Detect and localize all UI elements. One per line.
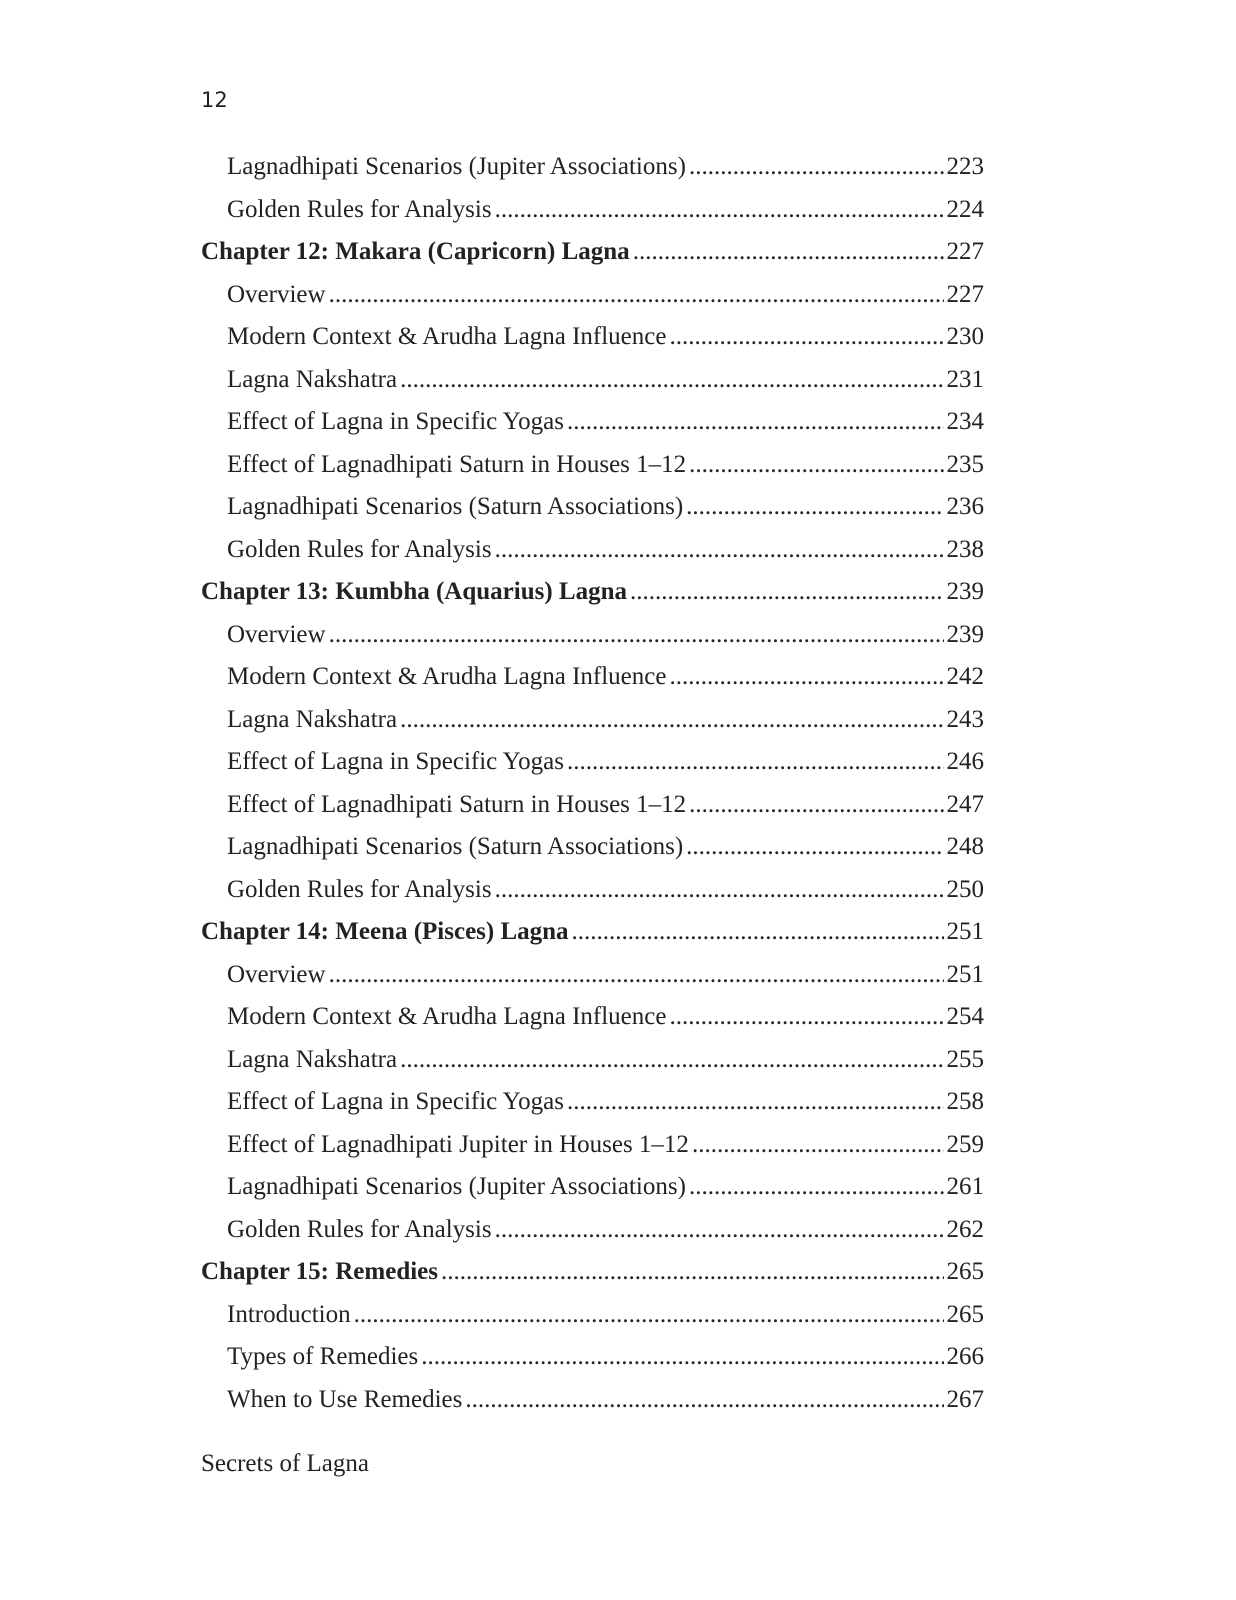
toc-entry-title: Modern Context & Arudha Lagna Influence — [227, 323, 667, 350]
toc-entry-title: When to Use Remedies — [227, 1385, 463, 1413]
dot-leader — [633, 231, 944, 274]
toc-entry-page-number: 231 — [946, 365, 984, 393]
toc-entry-title: Lagnadhipati Scenarios (Saturn Associations) — [227, 833, 684, 860]
dot-leader — [400, 699, 943, 742]
toc-entry-title: Effect of Lagna in Specific Yogas — [227, 1088, 564, 1115]
toc-entry-title: Effect of Lagnadhipati Saturn in Houses 1–12 — [227, 790, 687, 818]
toc-section-entry — [201, 1124, 984, 1167]
toc-section-entry — [201, 359, 984, 402]
toc-entry-page-number: 258 — [946, 1088, 984, 1115]
toc-section-entry — [201, 656, 984, 699]
toc-chapter-entry — [201, 571, 984, 614]
toc-entry-title: Chapter 15: Remedies — [201, 1258, 438, 1285]
toc-chapter-entry — [201, 1251, 984, 1294]
toc-chapter-entry — [201, 231, 984, 274]
dot-leader — [400, 359, 943, 402]
dot-leader — [495, 869, 944, 912]
toc-entry-page-number: 243 — [946, 705, 984, 733]
toc-entry-title: Lagna Nakshatra — [227, 1045, 398, 1073]
toc-chapter-entry — [201, 911, 984, 954]
dot-leader — [689, 444, 943, 487]
toc-section-entry — [201, 1209, 984, 1252]
toc-entry-title: Chapter 14: Meena (Pisces) Lagna — [201, 918, 569, 945]
toc-entry-page-number: 266 — [946, 1343, 984, 1370]
dot-leader — [686, 486, 943, 529]
toc-entry-page-number: 227 — [946, 238, 984, 265]
toc-section-entry — [201, 274, 984, 317]
toc-section-entry — [201, 529, 984, 572]
toc-entry-page-number: 265 — [946, 1258, 984, 1285]
toc-entry-page-number: 236 — [946, 493, 984, 520]
toc-entry-title: Chapter 12: Makara (Capricorn) Lagna — [201, 238, 630, 265]
toc-entry-title: Chapter 13: Kumbha (Aquarius) Lagna — [201, 578, 628, 605]
toc-entry-title: Lagnadhipati Scenarios (Jupiter Associations) — [227, 1173, 686, 1200]
toc-section-entry — [201, 741, 984, 784]
dot-leader — [689, 146, 944, 189]
toc-entry-page-number: 239 — [946, 578, 984, 605]
toc-section-entry — [201, 146, 984, 189]
dot-leader — [329, 954, 944, 997]
toc-entry-page-number: 255 — [946, 1045, 984, 1073]
toc-section-entry — [201, 996, 984, 1039]
toc-section-entry — [201, 316, 984, 359]
toc-section-entry — [201, 401, 984, 444]
toc-entry-page-number: 227 — [946, 280, 984, 308]
toc-section-entry — [201, 444, 984, 487]
toc-entry-title: Golden Rules for Analysis — [227, 875, 492, 903]
toc-entry-page-number: 239 — [946, 620, 984, 648]
dot-leader — [689, 784, 943, 827]
dot-leader — [669, 996, 943, 1039]
toc-section-entry — [201, 1294, 984, 1337]
toc-entry-title: Introduction — [227, 1300, 351, 1328]
toc-section-entry — [201, 826, 984, 869]
dot-leader — [630, 571, 943, 614]
toc-section-entry — [201, 1081, 984, 1124]
dot-leader — [400, 1039, 943, 1082]
toc-section-entry — [201, 1166, 984, 1209]
toc-entry-page-number: 224 — [946, 195, 984, 223]
toc-section-entry — [201, 189, 984, 232]
toc-entry-title: Effect of Lagnadhipati Saturn in Houses 1–12 — [227, 450, 687, 478]
dot-leader — [495, 529, 944, 572]
dot-leader — [572, 911, 944, 954]
dot-leader — [669, 656, 943, 699]
table-of-contents — [201, 146, 984, 1421]
dot-leader — [441, 1251, 944, 1294]
dot-leader — [354, 1294, 944, 1337]
toc-section-entry — [201, 486, 984, 529]
toc-section-entry — [201, 869, 984, 912]
toc-entry-page-number: 254 — [946, 1003, 984, 1030]
toc-section-entry — [201, 1336, 984, 1379]
toc-entry-title: Overview — [227, 960, 326, 988]
dot-leader — [421, 1336, 943, 1379]
toc-entry-page-number: 238 — [946, 535, 984, 563]
toc-entry-page-number: 251 — [946, 960, 984, 988]
toc-entry-title: Effect of Lagna in Specific Yogas — [227, 408, 564, 435]
dot-leader — [689, 1166, 944, 1209]
toc-entry-page-number: 262 — [946, 1215, 984, 1243]
toc-entry-title: Golden Rules for Analysis — [227, 195, 492, 223]
toc-entry-title: Overview — [227, 280, 326, 308]
toc-entry-title: Lagna Nakshatra — [227, 705, 398, 733]
toc-entry-page-number: 265 — [946, 1300, 984, 1328]
toc-entry-title: Effect of Lagnadhipati Jupiter in Houses 1–12 — [227, 1130, 689, 1158]
dot-leader — [495, 189, 944, 232]
toc-entry-title: Overview — [227, 620, 326, 648]
dot-leader — [567, 401, 944, 444]
toc-entry-title: Modern Context & Arudha Lagna Influence — [227, 663, 667, 690]
toc-entry-page-number: 261 — [946, 1173, 984, 1200]
toc-entry-page-number: 259 — [946, 1130, 984, 1158]
toc-entry-page-number: 248 — [946, 833, 984, 860]
toc-entry-title: Effect of Lagna in Specific Yogas — [227, 748, 564, 775]
toc-entry-page-number: 234 — [946, 408, 984, 435]
dot-leader — [669, 316, 943, 359]
toc-entry-title: Lagnadhipati Scenarios (Jupiter Associations) — [227, 153, 686, 180]
dot-leader — [465, 1379, 943, 1422]
toc-section-entry — [201, 614, 984, 657]
toc-entry-page-number: 251 — [946, 918, 984, 945]
toc-entry-page-number: 250 — [946, 875, 984, 903]
toc-entry-page-number: 242 — [946, 663, 984, 690]
dot-leader — [686, 826, 943, 869]
dot-leader — [567, 1081, 944, 1124]
dot-leader — [329, 274, 944, 317]
toc-section-entry — [201, 1379, 984, 1422]
toc-entry-page-number: 247 — [946, 790, 984, 818]
dot-leader — [567, 741, 944, 784]
toc-section-entry — [201, 1039, 984, 1082]
toc-entry-title: Lagnadhipati Scenarios (Saturn Associations) — [227, 493, 684, 520]
page-number: 12 — [201, 88, 228, 112]
toc-section-entry — [201, 699, 984, 742]
toc-entry-page-number: 223 — [946, 153, 984, 180]
toc-section-entry — [201, 954, 984, 997]
dot-leader — [329, 614, 944, 657]
toc-entry-page-number: 235 — [946, 450, 984, 478]
toc-entry-title: Types of Remedies — [227, 1343, 419, 1370]
toc-entry-page-number: 267 — [946, 1385, 984, 1413]
toc-entry-title: Modern Context & Arudha Lagna Influence — [227, 1003, 667, 1030]
dot-leader — [495, 1209, 944, 1252]
running-footer-book-title: Secrets of Lagna — [201, 1450, 369, 1477]
toc-entry-title: Golden Rules for Analysis — [227, 535, 492, 563]
toc-entry-page-number: 246 — [946, 748, 984, 775]
toc-section-entry — [201, 784, 984, 827]
toc-entry-page-number: 230 — [946, 323, 984, 350]
dot-leader — [692, 1124, 944, 1167]
toc-entry-title: Golden Rules for Analysis — [227, 1215, 492, 1243]
toc-entry-title: Lagna Nakshatra — [227, 365, 398, 393]
